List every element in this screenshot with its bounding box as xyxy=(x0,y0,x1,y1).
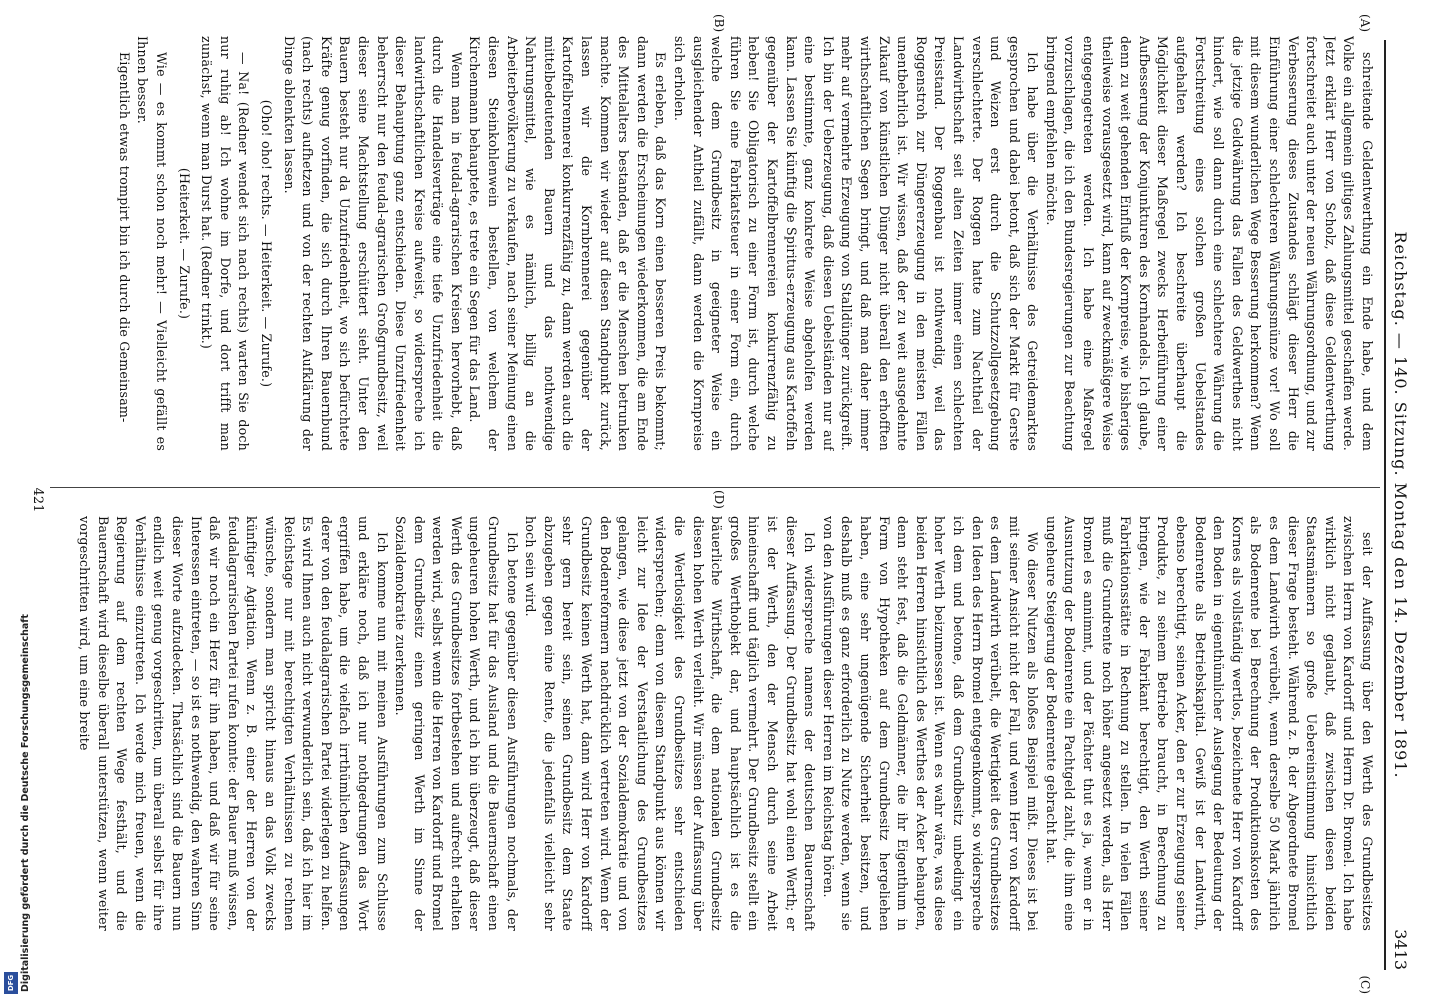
paragraph: seit der Auffassung über den Werth des Grundbesitzes zwischen Herrn von Kardorff und Herrn Dr. Bromel. Ich habe wirklich nicht geglaubt, daß zwischen diesen beiden Staatsmännern so große Uebereinstimmung hinsichtlich dieser Frage besteht. Während z. B. der Abgeordnete Bromel es dem Landwirth verübelt, wenn derselbe 50 Mark jährlich als Bodenrente bei Berechnung der Produktionskosten des Kornes als vollständig wertlos, bezeichnete Herr von Kardorff den Boden in eigenthümlicher Auslegung der Bedeutung der Bodenrente als Betriebskapital. Gewiß ist der Landwirth, ebenso berechtigt, seinen Acker, den er zur Erzeugung seiner Produkte, zu seinem Betriebe braucht, in Berechnung zu bringen, wie der Fabrikant berechtigt, den Werth seiner Fabrikationsstätte in Rechnung zu stellen. In vielen Fällen muß die Grundrente noch höher angesetzt werden, als Herr Bromel es annimmt, und der Pächter thut es ja, wenn er in Ausnutzung der Bodenrente ein Pachtgeld zahlt, die ihm eine ungeheure Steigerung der Bodenrente gebracht hat. xyxy=(1043,516,1375,931)
paragraph: Ich habe über die Verhältnisse des Getreidemarktes gesprochen und dabei betont, daß sich der Markt für Gerste und Weizen erst durch die Schutzzollgesetzgebung verschlechterte. Der Roggen hatte zum Nachtheil der Landwirthschaft seit alten Zeiten immer einen schlechten Preisstand. Der Roggenbau ist nothwendig, weil das Roggenstroh zur Düngererzeugung in den meisten Fällen unentbehrlich ist. Wir wissen, daß der zu weit ausgedehnte Zukauf von künstlichen Dünger nicht überall den erhofften wirthschaftlichen Segen bringt, und daß man daher immer mehr auf vermehrte Erzeugung von Stalldünger zurückgreift. Ich bin der Ueberzeugung, daß diesen Uebelständen nur auf eine bestimmte, ganz konkrete Weise abgeholfen werden kann. Lassen Sie künftig die Spiritus-erzeugung aus Kartoffeln gegenüber der Kartoffelbrennereien konkurrenzfähig zu heben! Sie Obligatorisch zu einer Form ist, durch welche führen Sie eine Fabrikatsteuer in einer Form ein, durch welche dem Grundbesitz in geeigneter Weise ein ausgleichender Antheil zufällt, dann werden die Kornpreise sich erholen. xyxy=(672,36,1041,451)
printer-signature: 421 xyxy=(30,487,45,513)
page-header xyxy=(1374,40,1414,970)
paragraph: Es erleben, daß das Korn einen besseren Preis bekommt; dann werden die Erscheinungen wiederkommen, die am Ende des Mittelalters bestanden, daß er die Menschen betrunken machte. Kommen wir wieder auf diesen Standpunkt zurück, lassen wir die Kornbrennerei gegenüber der Kartoffelbrennerei konkurrenzfähig zu, dann werden auch die mittelbedeutenden Bauern und das nothwendige Nahrungsmittel, wie es nämlich, billig an die Arbeiterbevölkerung zu verkaufen, nach seiner Meinung einen diesen Steinkohlenwein bestellen, von welchem der Kirchenmann behauptete, es trete ein Segen für das Land. xyxy=(467,36,669,451)
digitization-note-bar xyxy=(4,606,31,996)
dfg-logo-text: DFG xyxy=(7,974,15,992)
paragraph: (Oho! oho! rechts. — Heiterkeit. — Zurufe.) xyxy=(258,99,274,388)
paragraph: (Heiterkeit. — Zurufe.) xyxy=(176,167,192,320)
paragraph: Ich komme nun mit meinen Ausführungen zum Schlusse und erkläre noch, daß ich nur nothgedrungen das Wort ergriffen habe, um die vielfach irrthümlichen Auffassungen derer von den feudalagrarischen Partei widerlegen zu helfen. Es wird Ihnen auch nicht verwunderlich sein, daß ich hier im Reichstage nur mit berechtigten Verhältnissen zu rechnen wünsche, sondern man spricht hinaus an das Volk zwecks künftiger Agitation. Wenn z. B. einer der Herren von der feudalagrarischen Partei rufen konnte: der Bauer muß wissen, daß wir noch ein Herz für ihn haben, und daß wir für seine Interessen eintreten, — so ist es nothwendig, den wahren Sinn dieser Worte aufzudecken. Thatsächlich sind die Bauern nun endlich weit genug vorgeschritten, um überall selbst für ihre Verhältnisse einzutreten. Ich werde mich freuen, wenn die Regierung auf dem rechten Wege festhält, und die Bauernschaft wird dieselbe überall unterstützen, wenn weiter vorgeschritten wird, um eine breite xyxy=(77,516,390,931)
paragraph: — Na! (Redner wendet sich nach rechts) warten Sie doch nur ruhig ab! Ich wohne im Dorfe, und dort trifft man zunächst, wenn man Durst hat. (Redner trinkt.) xyxy=(199,36,252,451)
paragraph: Wie — es kommt schon noch mehr! — Vielleicht gefällt es Ihnen besser. xyxy=(135,36,169,451)
margin-marker-d: (D) xyxy=(712,490,726,509)
margin-marker-c: (C) xyxy=(1358,975,1372,994)
column-divider xyxy=(50,487,1380,488)
paragraph: Wenn man in feudal-agrarischen Kreisen hervorhebt, daß durch die Handelsverträge eine tiefe Unzufriedenheit die landwirthschaftlichen Kreise aufweist, so widerspreche ich dieser Behauptung ganz entschieden. Diese Unzufriedenheit beherrscht nur den feudal-agrarischen Großgrundbesitz, weil dieser seine Machtstellung erschüttert sieht. Unter den Bauern besteht nur da Unzufriedenheit, wo sich befürchtete Kräfte genug vorfinden, die sich durch Ihren Bauernbund (nach rechts) aufhetzen und von der rechten Aufklärung der Dinge ablenkten lassen. xyxy=(281,36,464,451)
margin-marker-b: (B) xyxy=(712,14,726,33)
digitization-note: Digitalisierung gefördert durch die Deutsche Forschungsgemeinschaft xyxy=(20,614,31,992)
page-number: 3413 xyxy=(1391,929,1410,970)
paragraph: Ich widerspreche namens der deutschen Bauernschaft dieser Auffassung. Der Grundbesitz hat wohl einen Werth; er ist der Werth, den der Mensch durch seine Arbeit hineinschafft und täglich vermehrt. Der Grundbesitz stellt ein großes Werthobjekt dar, und hauptsächlich ist es die bäuerliche Wirthschaft, die dem nationalen Grundbesitz diesen hohen Werth verleiht. Wir müssen der Auffassung über die Wertlosigkeit des Grundbesitzes sehr entschieden widersprechen; denn von diesem Standpunkt aus können wir leicht zur Idee der Verstaatlichung des Grundbesitzes gelangen, wie diese jetzt von der Sozialdemokratie und von den Bodenreformern nachdrücklich vertreten wird. Wenn der Grundbesitz keinen Werth hat, dann wird Herr von Kardorff sehr gern bereit sein, seinen Grundbesitz dem Staate abzugeben gegen eine Rente, die jedenfalls vielleicht sehr hoch sein wird. xyxy=(523,516,818,931)
paragraph: Wo dieser Nutzen als bloßes Beispiel mißt. Dieses ist bei mit seiner Ansicht nicht der Fall, und wenn Herr von Kardorff es dem Landwirth verübelt, die Wertigkeit des Grundbesitzes den Ideen des Herrn Bromel entgegenkommt, so widerspreche ich dem und betone, daß dem Grundbesitz unbedingt ein hoher Werth beizumessen ist. Wenn es wahr wäre, was diese beiden Herren hinsichtlich des Werthes der Acker behaupten, denn steht fest, daß die Geldmänner, die ihr Eigenthum in Form von Hypotheken auf dem Grundbesitz hergeliehen haben, eine sehr ungenügende Sicherheit besitzen, und deshalb muß es ganz erforderlich zu Nutze werden, wenn sie von den Ausführungen dieser Herren im Reichstag hören. xyxy=(820,516,1041,931)
paragraph: schreitende Geldentwerthung ein Ende habe, und dem Volke ein allgemein giltiges Zahlungsmittel geschaffen werde. Jetzt erklärt Herr von Scholz, daß diese Geldentwerthung fortschreitet auch unter der neuen Währungsordnung, und zur Verbesserung dieses Zustandes schlägt dieser Herr die Einführung einer schlechteren Währungsmünze vor! Wo soll mit diesem wunderlichen Wege Besserung herkommen? Wenn die jetzige Geldwährung das Fallen des Geldwerthes nicht hindert, wie soll dann durch eine schlechtere Währung die Fortschreitung eines solchen großen Uebelstandes aufgehalten werden? Ich beschreite überhaupt die Möglichkeit dieser Maßregel zwecks Herbeiführung einer Aufbesserung der Konjunkturen des Kornhandels. Ich glaube, denn zu weit gehenden Einfluß der Kornpreise, wie bisheriges theilweise vorausgesetzt wird, kann auf zweckmäßigere Weise entgegengetreten werden. Ich habe eine Maßregel vorzuschlagen, die ich den Bundesregierungen zur Beachtung bringend empfehlen möchte. xyxy=(1043,36,1375,451)
running-head: Reichstag. — 140. Sitzung. Montag den 14. Dezember 1891. xyxy=(1391,231,1410,779)
margin-marker-a: (A) xyxy=(1358,14,1372,33)
paragraph: Ich betone gegenüber diesen Ausführungen nochmals, der Grundbesitz hat für das Ausland und die Bauernschaft einen ungeheuren hohen Werth, und ich bin überzeugt, daß dieser Werth des Grundbesitzes fortbestehen und aufrecht erhalten werden wird, selbst wenn die Herren von Kardorff und Bromel dem Grundbesitz einen geringen Werth im Sinne der Sozialdemokratie zuerkennen. xyxy=(393,516,520,931)
header-rule xyxy=(1384,40,1386,970)
text-column-right xyxy=(76,516,1376,931)
text-column-left xyxy=(76,36,1376,451)
paragraph: Eigentlich etwas trompirt bin ich durch die Gemeinsam- xyxy=(116,52,132,423)
dfg-logo-icon xyxy=(4,972,18,994)
